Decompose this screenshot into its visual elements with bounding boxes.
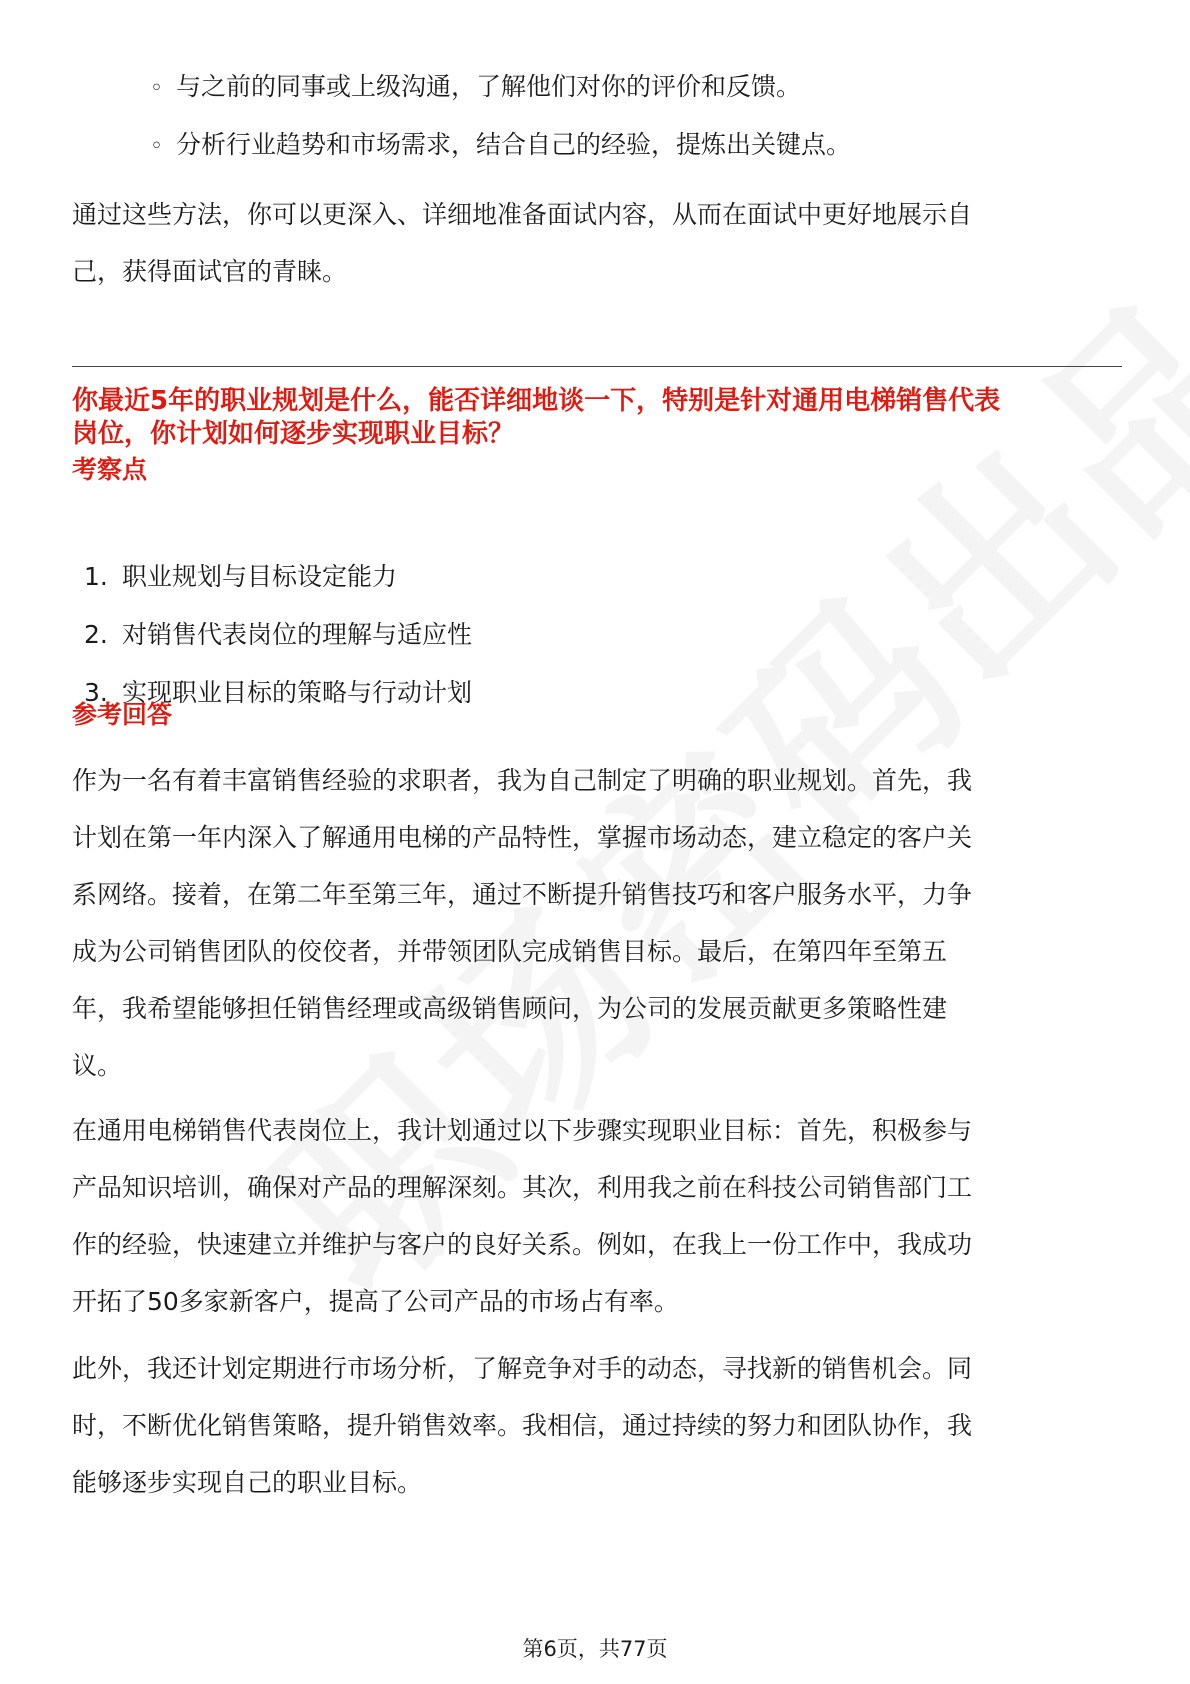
list-item xyxy=(150,58,851,116)
paragraph-line: 计划在第一年内深入了解通用电梯的产品特性，掌握市场动态，建立稳定的客户关 xyxy=(72,823,973,852)
paragraph-line: 议。 xyxy=(72,1051,123,1080)
list-number: 2. xyxy=(84,620,108,649)
hollow-bullet-icon: ◦ xyxy=(150,134,163,159)
answer-paragraph-2 xyxy=(72,1102,1122,1330)
question-heading xyxy=(72,385,1122,451)
paragraph-line: 作的经验，快速建立并维护与客户的良好关系。例如，在我上一份工作中，我成功 xyxy=(72,1230,973,1259)
question-line: 你最近5年的职业规划是什么，能否详细地谈一下，特别是针对通用电梯销售代表 xyxy=(72,386,1001,416)
paragraph-line: 时，不断优化销售策略，提升销售效率。我相信，通过持续的努力和团队协作，我 xyxy=(72,1411,973,1440)
sub-bullet-list xyxy=(150,58,851,174)
page-number: 第6页，共77页 xyxy=(522,1637,668,1661)
list-item xyxy=(84,548,472,606)
paragraph-line: 年，我希望能够担任销售经理或高级销售顾问，为公司的发展贡献更多策略性建 xyxy=(72,994,948,1023)
section-divider xyxy=(72,366,1122,367)
intro-paragraph xyxy=(72,186,1122,300)
key-points-label: 考察点 xyxy=(72,455,148,484)
paragraph-line: 能够逐步实现自己的职业目标。 xyxy=(72,1468,423,1497)
paragraph-line: 此外，我还计划定期进行市场分析，了解竞争对手的动态，寻找新的销售机会。同 xyxy=(72,1354,973,1383)
list-item xyxy=(84,606,472,664)
list-item-text: 实现职业目标的策略与行动计划 xyxy=(122,678,473,707)
paragraph-line: 产品知识培训，确保对产品的理解深刻。其次，利用我之前在科技公司销售部门工 xyxy=(72,1173,973,1202)
list-item xyxy=(150,116,851,174)
paragraph-line: 成为公司销售团队的佼佼者，并带领团队完成销售目标。最后，在第四年至第五 xyxy=(72,937,948,966)
paragraph-line: 作为一名有着丰富销售经验的求职者，我为自己制定了明确的职业规划。首先，我 xyxy=(72,766,973,795)
list-number: 3. xyxy=(84,678,108,707)
list-item-text: 职业规划与目标设定能力 xyxy=(122,562,398,591)
list-item-text: 与之前的同事或上级沟通，了解他们对你的评价和反馈。 xyxy=(176,72,802,101)
paragraph-line: 开拓了50多家新客户，提高了公司产品的市场占有率。 xyxy=(72,1287,679,1316)
answer-paragraph-3 xyxy=(72,1340,1122,1511)
paragraph-line: 系网络。接着，在第二年至第三年，通过不断提升销售技巧和客户服务水平，力争 xyxy=(72,880,973,909)
answer-paragraph-1 xyxy=(72,752,1122,1094)
paragraph-line: 通过这些方法，你可以更深入、详细地准备面试内容，从而在面试中更好地展示自 xyxy=(72,200,973,229)
question-line: 岗位，你计划如何逐步实现职业目标？ xyxy=(72,419,515,449)
list-item-text: 对销售代表岗位的理解与适应性 xyxy=(122,620,473,649)
paragraph-line: 在通用电梯销售代表岗位上，我计划通过以下步骤实现职业目标：首先，积极参与 xyxy=(72,1116,973,1145)
hollow-bullet-icon: ◦ xyxy=(150,76,163,101)
answer-label: 参考回答 xyxy=(72,700,173,729)
list-number: 1. xyxy=(84,562,108,591)
list-item-text: 分析行业趋势和市场需求，结合自己的经验，提炼出关键点。 xyxy=(176,130,852,159)
paragraph-line: 己，获得面试官的青睐。 xyxy=(72,257,348,286)
